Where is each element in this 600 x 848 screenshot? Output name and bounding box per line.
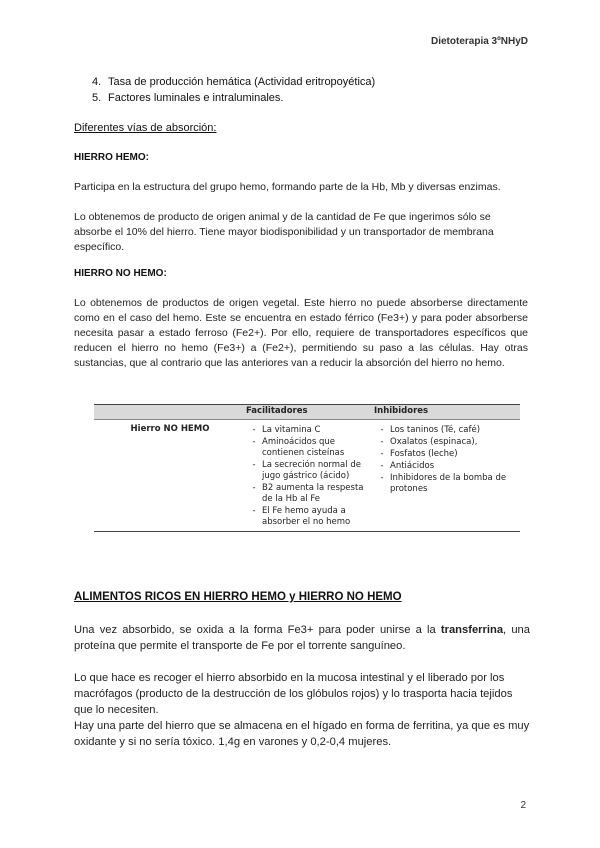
hierro-hemo-heading: HIERRO HEMO: [74, 152, 149, 163]
numbered-list [92, 74, 375, 106]
list-item [246, 483, 366, 505]
list-item-number: 5. [92, 92, 102, 104]
list-item [92, 74, 375, 90]
facilitadores-list [246, 425, 366, 528]
list-dash: - [380, 473, 384, 483]
list-dash: - [380, 437, 384, 447]
list-item-text: Tasa de producción hemática (Actividad eritropoyética) [108, 76, 376, 88]
facilitador-text: El Fe hemo ayuda a absorber el no hemo [262, 506, 351, 527]
facilitadores-cell [242, 420, 370, 532]
recogida-paragraph: Lo que hace es recoger el hierro absorbido en la mucosa intestinal y el liberado por los macrófagos (producto de la destrucción de los glóbulos rojos) y lo trasporta hacia tejidos que lo necesiten. [74, 672, 513, 716]
list-dash: - [252, 437, 256, 447]
list-item [246, 506, 366, 528]
ferritina-paragraph: Hay una parte del hierro que se almacena en el hígado en forma de ferritina, ya que es muy oxidante y si no sería tóxico. 1,4g en varones y 0,2-0,4 mujeres. [74, 720, 530, 748]
list-dash: - [380, 425, 384, 435]
list-item [246, 460, 366, 482]
list-dash: - [252, 506, 256, 516]
hierro-hemo-paragraph-1: Participa en la estructura del grupo hemo, formando parte de la Hb, Mb y diversas enzimas. [74, 181, 501, 193]
transferrina-text-before: Una vez absorbido, se oxida a la forma Fe3+ para poder unirse a la [74, 624, 441, 636]
transferrina-term: transferrina [440, 624, 504, 636]
facilitador-text: B2 aumenta la respesta de la Hb al Fe [262, 483, 364, 504]
list-item [374, 473, 516, 495]
list-item [246, 437, 366, 459]
inhibidor-text: Inhibidores de la bomba de protones [390, 473, 507, 494]
transferrina-paragraph [74, 622, 530, 654]
table-row [94, 420, 520, 532]
facilitador-text: La vitamina C [262, 425, 321, 435]
list-item [374, 461, 516, 472]
list-dash: - [380, 461, 384, 471]
list-item [374, 425, 516, 436]
inhibidor-text: Oxalatos (espinaca), [390, 437, 478, 447]
facilitador-text: Aminoácidos que contienen cisteínas [262, 437, 345, 458]
table-header-row [94, 405, 520, 420]
table-header-empty [94, 405, 242, 420]
inhibidor-text: Antiácidos [390, 461, 435, 471]
inhibidores-list [374, 425, 516, 495]
list-dash: - [252, 425, 256, 435]
list-item-text: Factores luminales e intraluminales. [108, 92, 284, 104]
list-dash: - [252, 483, 256, 493]
facilitador-text: La secreción normal de jugo gástrico (ácido) [262, 460, 361, 481]
page-header: Dietoterapia 3ºNHyD [430, 36, 528, 47]
list-item [92, 90, 375, 106]
hierro-no-hemo-paragraph: Lo obtenemos de productos de origen vegetal. Este hierro no puede absorberse directamente como en el caso del hemo. Este se encuentra en estado férrico (Fe3+) y para poder absorberse necesita pasar a estado ferroso (Fe2+). Por ello, requiere de transportadores específicos que reducen el hierro no hemo (Fe3+) a (Fe2+), permitiendo su paso a las células. Hay otras sustancias, que al contrario que las anteriores van a reducir la absorción del hierro no hemo. [74, 297, 528, 369]
inhibidores-cell [370, 420, 520, 532]
hierro-hemo-paragraph-2: Lo obtenemos de producto de origen animal y de la cantidad de Fe que ingerimos sólo se absorbe el 10% del hierro. Tiene mayor biodisponibilidad y un transportador de membrana específico. [74, 211, 494, 253]
inhibidor-text: Fosfatos (leche) [390, 449, 458, 459]
list-dash: - [252, 460, 256, 470]
list-item [246, 425, 366, 436]
list-item-number: 4. [92, 76, 102, 88]
hierro-no-hemo-heading: HIERRO NO HEMO: [74, 268, 167, 279]
page-number: 2 [520, 800, 526, 811]
absorption-section-title: Diferentes vías de absorción: [74, 122, 217, 134]
table-header-facilitadores: Facilitadores [242, 405, 370, 420]
list-dash: - [380, 449, 384, 459]
alimentos-heading: ALIMENTOS RICOS EN HIERRO HEMO y HIERRO NO HEMO [74, 591, 402, 603]
table-header-inhibidores: Inhibidores [370, 405, 520, 420]
list-item [374, 449, 516, 460]
table-row-label: Hierro NO HEMO [94, 420, 242, 532]
absorption-factors-table [94, 404, 520, 532]
inhibidor-text: Los taninos (Té, café) [390, 425, 481, 435]
transferrina-text-after: , una proteína que permite el transporte de Fe por el torrente sanguíneo. [74, 624, 530, 652]
list-item [374, 437, 516, 448]
